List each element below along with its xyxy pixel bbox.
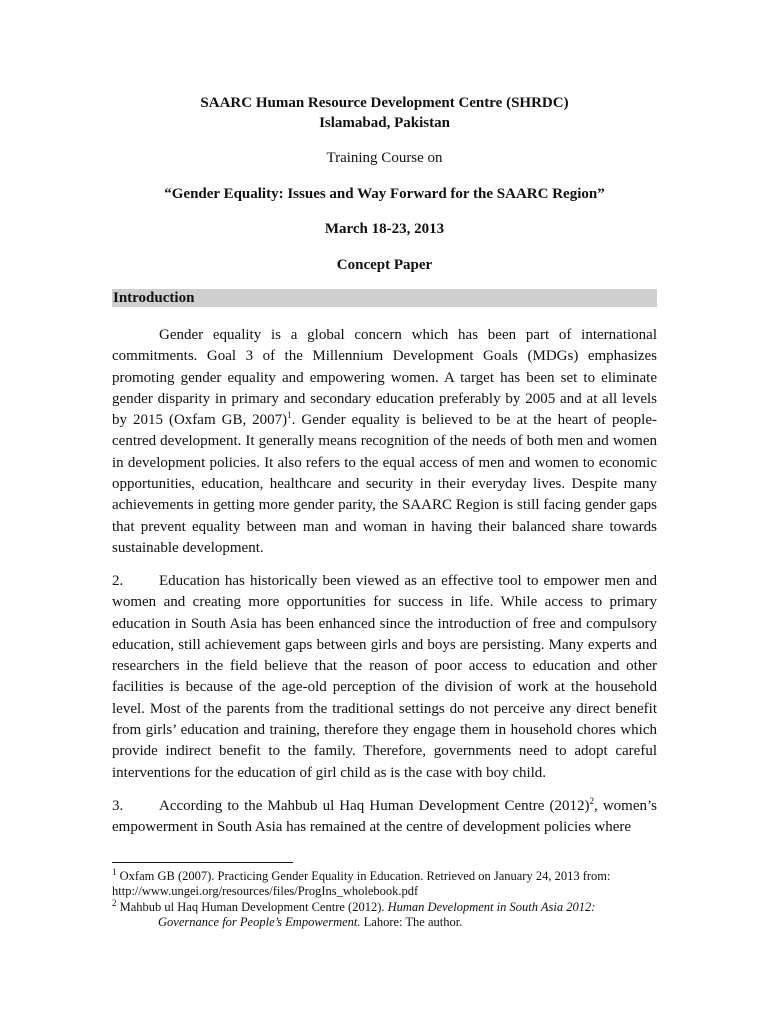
footnote-2-tail: Lahore: The author. xyxy=(360,914,463,929)
paragraph-1 xyxy=(112,325,657,559)
footnote-1-url[interactable]: http://www.ungei.org/resources/files/ProgIns_wholebook.pdf xyxy=(112,884,419,899)
footnote-separator xyxy=(112,862,293,863)
paragraph-3-text-b: , women’s empowerment in South Asia has remained at the centre of development policies where xyxy=(112,798,657,836)
paragraph-3-text-a: According to the Mahbub ul Haq Human Development Centre (2012) xyxy=(159,798,590,814)
footnote-1-text: Oxfam GB (2007). Practicing Gender Equality in Education. Retrieved on January 24, 2013 from: xyxy=(116,869,611,883)
footnote-2 xyxy=(112,897,657,931)
organization-location: Islamabad, Pakistan xyxy=(319,115,450,131)
paragraph-1-text-a: Gender equality is a global concern which has been part of international commitments. Goal 3 of the Millennium Development Goals (MDGs) emphasizes promoting gender equality and empowering women. A target has been set to eliminate gender disparity in primary and secondary education preferably by 2005 and at all levels by 2015 (Oxfam GB, 2007) xyxy=(112,327,657,429)
course-title: “Gender Equality: Issues and Way Forward for the SAARC Region” xyxy=(164,186,605,202)
footnote-ref-1: 1 xyxy=(287,410,292,421)
document-type: Concept Paper xyxy=(336,257,433,273)
paragraph-3 xyxy=(112,796,657,839)
paragraph-2 xyxy=(112,571,657,784)
footnote-2-title-b: Governance for People’s Empowerment. xyxy=(158,914,361,929)
footnote-ref-2: 2 xyxy=(589,796,594,806)
footnote-1-number: 1 xyxy=(112,866,117,877)
course-label: Training Course on xyxy=(326,150,443,166)
organization-name: SAARC Human Resource Development Centre (SHRDC) xyxy=(200,95,569,111)
paragraph-2-text: Education has historically been viewed as an effective tool to empower men and women and creating more opportunities for success in life. While access to primary education in South Asia has been enhanced since the introduction of free and compulsory education, still achievement gaps between girls and boys are persisting. Many experts and researchers in the field believe that the reason of poor access to education and other facilities is because of the age-old perception of the division of work at the household level. Most of the parents from the traditional settings do not perceive any direct benefit from girls’ education and training, therefore they engage them in household chores which provide indirect benefit to the family. Therefore, governments need to adopt careful interventions for the education of girl child as is the case with boy child. xyxy=(112,573,657,781)
paragraph-2-number: 2. xyxy=(112,573,124,589)
section-heading-introduction: Introduction xyxy=(112,289,657,307)
footnote-2-text: Mahbub ul Haq Human Development Centre (2012). xyxy=(116,899,388,914)
paragraph-1-text-b: . Gender equality is believed to be at the heart of people-centred development. It generally means recognition of the needs of both men and women in development policies. It also refers to the equal access of men and women to economic opportunities, education, healthcare and security in their everyday lives. Despite many achievements in getting more gender parity, the SAARC Region is still facing gender gaps that prevent equality between man and woman in having their balanced share towards sustainable development. xyxy=(112,412,658,556)
footnote-2-number: 2 xyxy=(112,897,117,908)
footnote-2-title-a: Human Development in South Asia 2012: xyxy=(387,899,596,914)
course-dates: March 18-23, 2013 xyxy=(324,221,445,237)
paragraph-3-number: 3. xyxy=(112,798,124,814)
footnotes xyxy=(112,866,657,930)
footnote-1 xyxy=(112,866,657,900)
